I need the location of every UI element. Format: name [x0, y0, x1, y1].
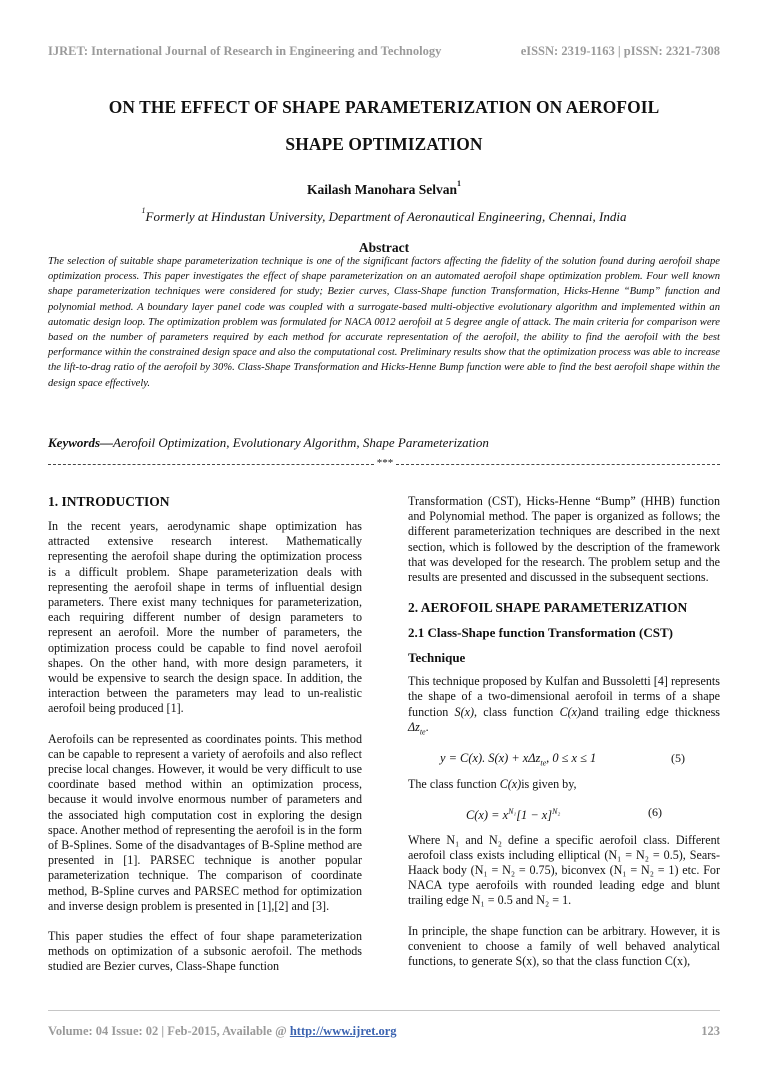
equation-5-body — [440, 745, 596, 776]
intro-paragraph-2: Aerofoils can be represented as coordinates points. This method can be capable to represent a variety of aerofoils and also reflect precise local changes. However, it would be very difficult to use coordinate based method within an optimization process, because it would involve enormous number of parameters and the associated high computation cost in exploring the design space. Another method of representing the aerofoil is in the form of B-Splines. Some of the disadvantages of B-Spline method are presented in [1]. PARSEC technique is another popular parameterization technique. The comparison of coordinate method, B-Spline curves and PARSEC method for optimization and inverse design problem is presented in [1],[2] and [3]. — [48, 731, 362, 913]
equation-6-body — [466, 799, 560, 828]
cst-math-dz-sub: te — [419, 727, 426, 737]
intro-paragraph-1: In the recent years, aerodynamic shape optimization has attracted extensive research interest. Mathematically representing the aerofoil shape during the optimization process is a difficult problem. Shape parameterization deals with representing the aerofoil shape in terms of influential design parameters. There exist many techniques for parameterization, each requiring different number of design parameters to represent an aerofoil. More the number of parameters, the optimization process could be capable to find novel aerofoil shapes. On the other hand, with more design parameters, it would be expensive to search the design space. In addition, the interaction between the parameters may lead to un-realistic aerofoil being produced [1]. — [48, 519, 362, 716]
equation-5-number: (5) — [671, 751, 685, 766]
affiliation-text: Formerly at Hindustan University, Department of Aeronautical Engineering, Chennai, India — [145, 209, 627, 224]
issn: eISSN: 2319-1163 | pISSN: 2321-7308 — [520, 44, 720, 58]
author-mark: 1 — [457, 179, 462, 188]
eq5-sub: te — [540, 758, 547, 768]
shape-function-paragraph: In principle, the shape function can be arbitrary. However, it is convenient to choose a family of well behaved analytical functions, to generate S(x), so that the class function C(x), — [408, 923, 720, 969]
abstract-text: The selection of suitable shape parameterization technique is one of the significant factors affecting the fidelity of the solution found during aerofoil shape optimization process. This paper investigates the effect of shape parameterization on an automated aerofoil shape optimization problem. Four well known shape parameterization techniques were considered for study; Bezier curves, Class-Shape function Transformation, Hicks-Henne “Bump” function and polynomial method. A boundary layer panel code was coupled with a surrogate-based multi-objective evolutionary algorithm and implemented within an automatic design loop. The optimization problem was formulated for NACA 0012 aerofoil at 5 degree angle of attack. The main criteria for comparison were based on the number of parameters required by each method for accurate representation of the aerofoil, the ability to find the aerofoil with the best performance within the constrained design space and also the computational cost. Preliminary results show that the optimization process was able to increase the lift-to-drag ratio of the aerofoil by 30%. Class-Shape Transformation and Hicks-Henne Bump function were able to find the best aerofoil shape within the design space effectively. — [48, 256, 720, 389]
footer-text: Volume: 04 Issue: 02 | Feb-2015, Available @ — [48, 1024, 290, 1038]
page-number: 123 — [701, 1024, 720, 1038]
eq6-exp2: N₂ — [552, 806, 561, 816]
footer-volume-info — [48, 1024, 397, 1039]
introduction-heading: 1. INTRODUCTION — [48, 494, 170, 509]
class-function-intro — [408, 777, 720, 792]
cst-text-a: This technique proposed by Kulfan and Bussoletti [4] represents the shape of a two-dimensional aerofoil in terms of a shape function — [408, 674, 720, 719]
running-header — [48, 44, 720, 64]
left-column — [48, 494, 362, 975]
cst-math-cx: C(x) — [559, 704, 582, 719]
eq6-exp1: N₁ — [508, 806, 517, 816]
right-column — [408, 494, 720, 969]
equation-6-number: (6) — [648, 804, 662, 819]
equation-6 — [408, 799, 720, 825]
section-separator — [48, 457, 720, 473]
cst-text-c: and trailing edge thickness — [581, 704, 721, 719]
paper-title-line-2: SHAPE OPTIMIZATION — [285, 134, 483, 154]
section-2-1-heading: 2.1 Class-Shape function Transformation (CST) — [408, 625, 673, 641]
affiliation — [48, 206, 720, 225]
author-name: Kailash Manohara Selvan — [306, 182, 458, 197]
footer-rule — [48, 1010, 720, 1011]
paper-title-line-1: ON THE EFFECT OF SHAPE PARAMETERIZATION ON AEROFOIL — [108, 97, 660, 117]
keywords — [48, 435, 720, 451]
separator-dash-right — [396, 464, 720, 465]
journal-name: IJRET: International Journal of Research in Engineering and Technology — [48, 44, 442, 58]
keywords-label: Keywords— — [48, 435, 113, 450]
cst-paragraph — [408, 674, 720, 739]
class-fn-text-a: The class function — [408, 777, 500, 792]
separator-dash-left — [48, 464, 374, 465]
class-fn-math: C(x) — [499, 777, 522, 792]
cst-text-b: , class function — [474, 704, 560, 719]
affiliation-mark: 1 — [141, 206, 146, 215]
class-fn-text-b: is given by, — [521, 777, 577, 792]
eq5-rhs: , 0 ≤ x ≤ 1 — [546, 751, 597, 766]
eq6-mid: [1 − x] — [516, 807, 553, 822]
equation-5 — [408, 745, 720, 771]
aerofoil-class-paragraph: Where N₁ and N₂ define a specific aerofoil class. Different aerofoil class exists including elliptical (N₁ = N₂ = 0.5), Sears-Haack body (N₁ = N₂ = 0.75), biconvex (N₁ = N₂ = 1) etc. For NACA type aerofoils with rounded leading edge and blunt trailing edge N₁ = 0.5 and N₂ = 1. — [408, 832, 720, 908]
cst-math-sx: S(x) — [454, 704, 475, 719]
intro-paragraph-3: This paper studies the effect of four shape parameterization methods on optimization of a subsonic aerofoil. The methods studied are Bezier curves, Class-Shape function — [48, 929, 362, 974]
footer — [48, 1024, 720, 1042]
journal-link[interactable]: http://www.ijret.org — [289, 1024, 397, 1038]
author — [48, 179, 720, 198]
intro-paragraph-continued: Transformation (CST), Hicks-Henne “Bump” (HHB) function and Polynomial method. The paper is organized as follows; the different parameterization techniques are described in the next section, which is followed by the description of the framework that was developed for the research. The problem setup and the results are presented and discussed in the subsequent sections. — [408, 494, 720, 585]
keywords-text: Aerofoil Optimization, Evolutionary Algorithm, Shape Parameterization — [113, 435, 489, 450]
abstract-heading: Abstract — [358, 240, 410, 255]
cst-text-d: . — [425, 719, 429, 734]
section-2-heading: 2. AEROFOIL SHAPE PARAMETERIZATION — [408, 600, 688, 616]
eq6-lhs: C(x) = x — [466, 807, 509, 822]
separator-stars: *** — [376, 457, 394, 469]
eq5-lhs: y = C(x). S(x) + xΔz — [440, 751, 541, 766]
section-2-1-heading-cont: Technique — [408, 650, 466, 666]
cst-math-dz: Δz — [408, 719, 420, 734]
